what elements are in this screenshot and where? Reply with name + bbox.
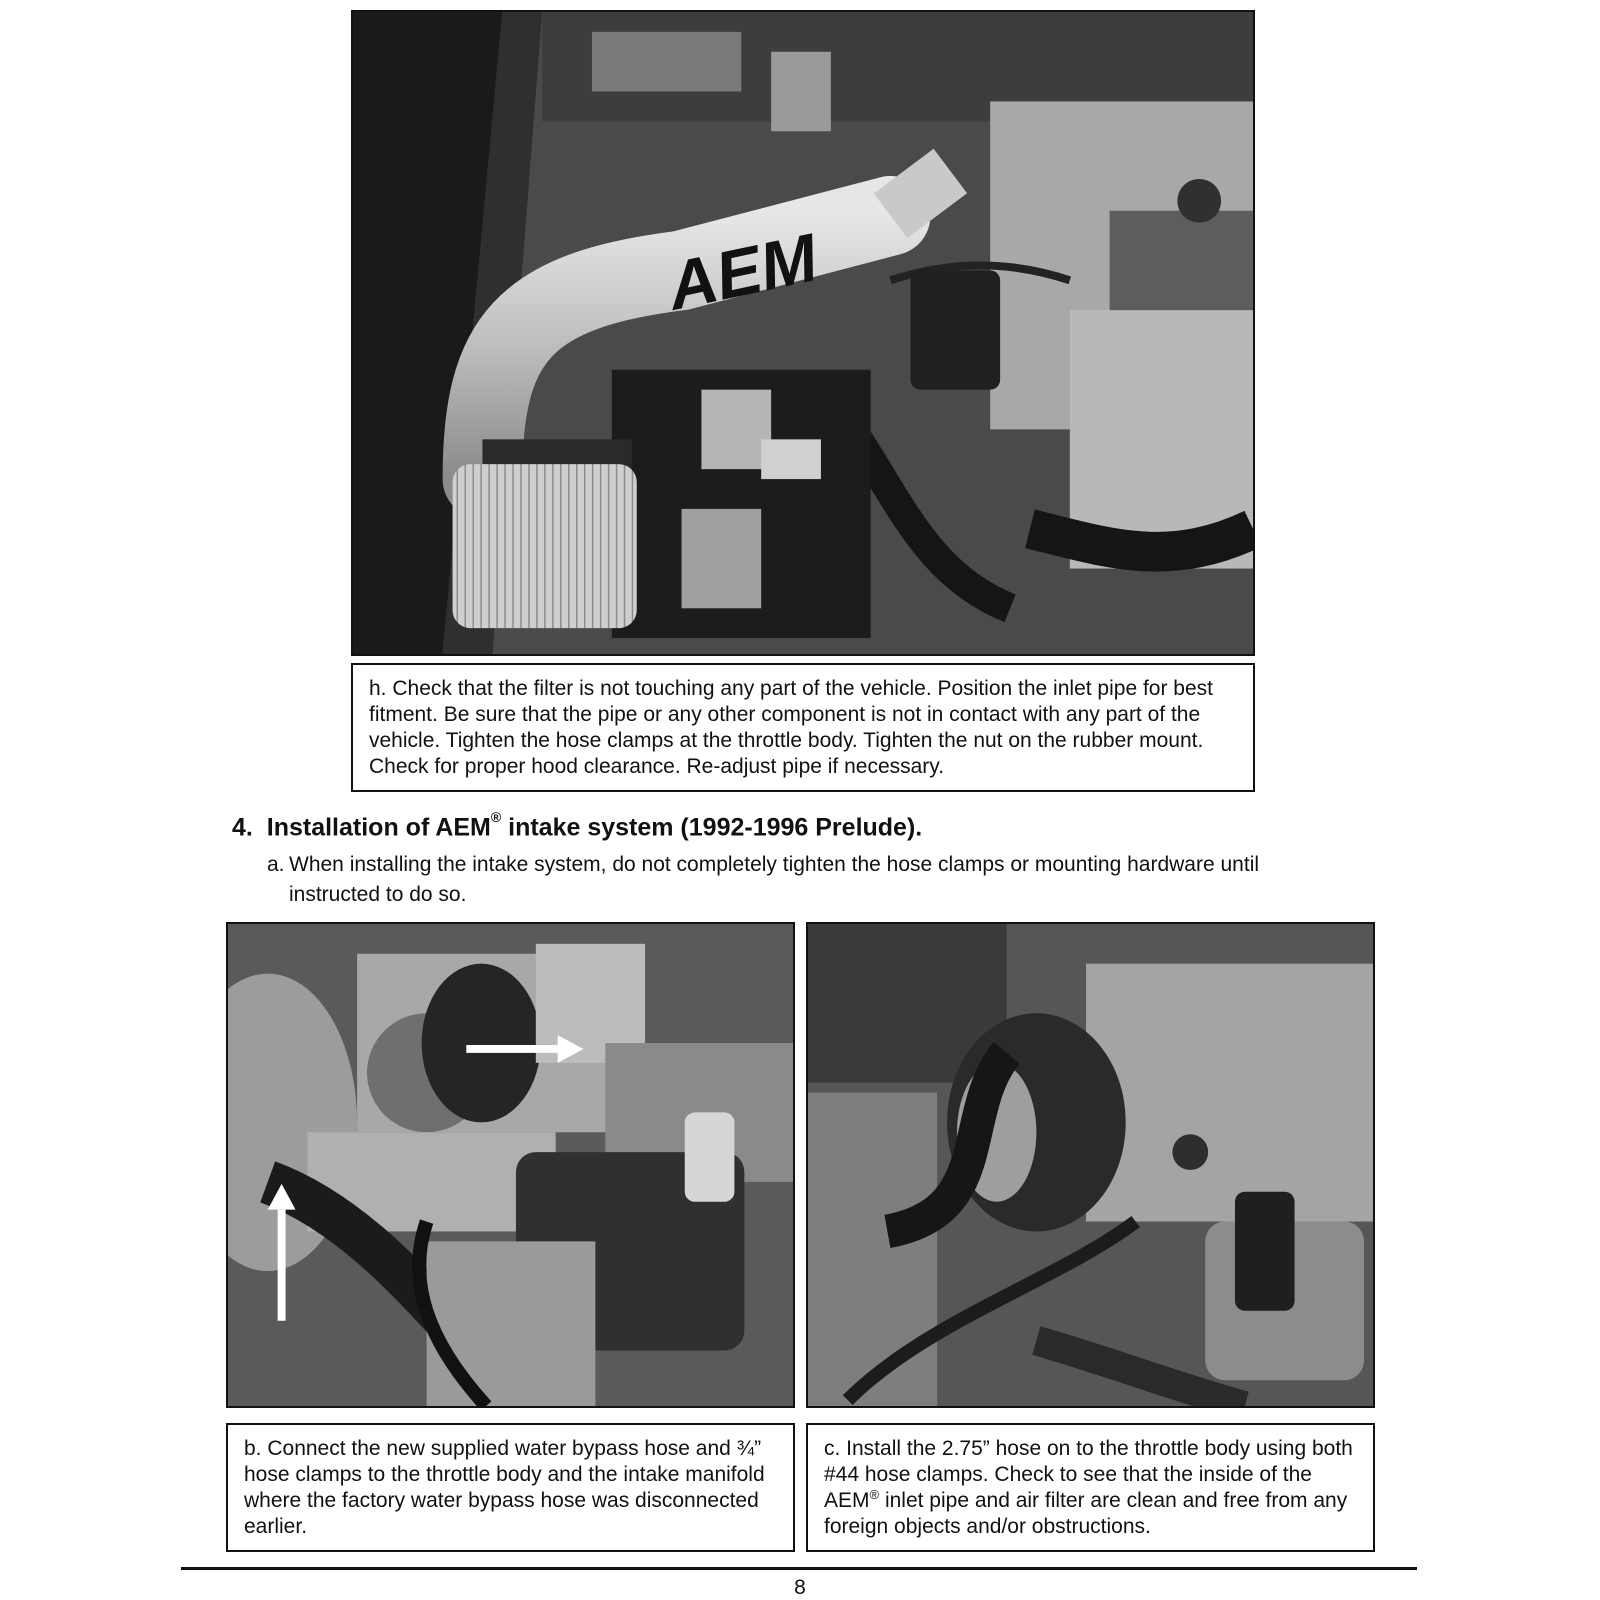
page-number: 8	[794, 1576, 806, 1599]
caption-step-c-text-part2: inlet pipe and air filter are clean and free from any foreign objects and/or obstructions.	[824, 1489, 1348, 1538]
section-number: 4.	[232, 813, 253, 842]
caption-step-b	[226, 1423, 795, 1552]
throttle-body-photo	[226, 922, 795, 1408]
caption-step-c-text-part1: c. Install the 2.75” hose on to the throttle body using both #44 hose clamps. Check to see that the inside of the AEM	[824, 1437, 1353, 1512]
caption-step-c	[806, 1423, 1375, 1552]
aem-logo: AEM	[661, 220, 824, 325]
caption-step-b-text: b. Connect the new supplied water bypass hose and ¾” hose clamps to the throttle body and the intake manifold where the factory water bypass hose was disconnected earlier.	[244, 1437, 765, 1538]
caption-step-h	[351, 663, 1255, 792]
step-a-letter: a.	[267, 853, 285, 876]
registered-mark: ®	[490, 809, 502, 825]
throttle-body-hose-photo	[806, 922, 1375, 1408]
section-heading	[232, 809, 923, 842]
step-a-line2: instructed to do so.	[289, 883, 467, 906]
footer-rule	[181, 1567, 1417, 1570]
step-a	[267, 850, 1367, 910]
section-title-part1: Installation of AEM	[266, 813, 491, 842]
step-a-line1: When installing the intake system, do not completely tighten the hose clamps or mounting hardware until	[289, 853, 1260, 876]
registered-mark-c: ®	[869, 1487, 880, 1502]
engine-bay-photo	[351, 10, 1255, 656]
caption-step-h-text: h. Check that the filter is not touching any part of the vehicle. Position the inlet pipe for best fitment. Be sure that the pipe or any other component is not in contact with any part of the vehicle. Tighten the hose clamps at the throttle body. Tighten the nut on the rubber mount. Check for proper hood clearance. Re-adjust pipe if necessary.	[369, 677, 1213, 778]
section-title-part2: intake system (1992-1996 Prelude).	[501, 813, 923, 842]
